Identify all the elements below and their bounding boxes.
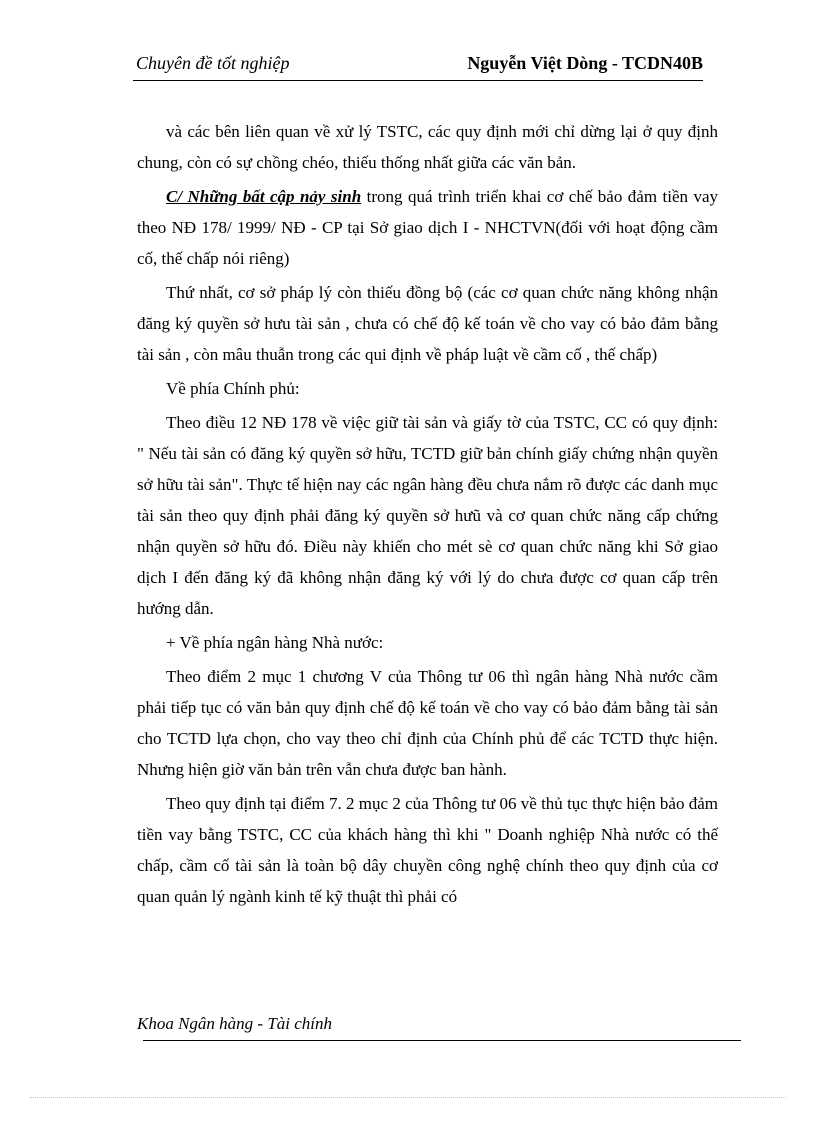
paragraph-government-label: Về phía Chính phủ:	[166, 379, 300, 398]
paragraph-decree-178: Theo điều 12 NĐ 178 về việc giữ tài sản và giấy tờ của TSTC, CC có quy định: " Nếu tài sản có đăng ký quyền sở hữu, TCTD giữ bản chính giấy chứng nhận quyền sở hữu tài sản". Thực tế hiện nay các ngân hàng đều chưa nắm rõ được các danh mục tài sản theo quy định phải đăng ký quyền sở hưũ và cơ quan chức năng cấp chứng nhận quyền sở hữu đó. Điều này khiến cho mét sè cơ quan chức năng khi Sở giao dịch I đến đăng ký đã không nhận đăng ký với lý do chưa được cơ quan cấp trên hướng dẫn.	[137, 413, 718, 618]
page-body	[137, 116, 718, 915]
footer-rule	[143, 1040, 741, 1041]
paragraph-circular-06-procedure: Theo quy định tại điểm 7. 2 mục 2 của Thông tư 06 về thủ tục thực hiện bảo đảm tiền vay bằng TSTC, CC của khách hàng thì khi " Doanh nghiệp Nhà nước có thế chấp, cầm cố tài sản là toàn bộ dây chuyền công nghệ chính theo quy định của cơ quan quản lý ngành kinh tế kỹ thuật thì phải có	[137, 794, 718, 906]
section-heading: C/ Những bất cập nảy sinh	[166, 187, 362, 206]
page-bottom-border	[30, 1097, 786, 1098]
header-rule	[133, 80, 703, 81]
header-document-type: Chuyên đề tốt nghiệp	[136, 53, 290, 73]
paragraph-first-point: Thứ nhất, cơ sở pháp lý còn thiếu đồng bộ (các cơ quan chức năng không nhận đăng ký quyền sở hưu tài sản , chưa có chế độ kế toán về cho vay có bảo đảm bằng tài sản , còn mâu thuẫn trong các qui định về pháp luật về cầm cố , thế chấp)	[137, 283, 718, 364]
paragraph-circular-06-accounting: Theo điểm 2 mục 1 chương V của Thông tư 06 thì ngân hàng Nhà nước cầm phải tiếp tục có văn bản quy định chế độ kế toán về cho vay có bảo đảm bằng tài sản cho TCTD lựa chọn, cho vay theo chỉ định của Chính phủ để các TCTD thực hiện. Nhưng hiện giờ văn bản trên vẫn chưa được ban hành.	[137, 667, 718, 779]
paragraph-continuation: và các bên liên quan về xử lý TSTC, các quy định mới chỉ dừng lại ở quy định chung, còn có sự chồng chéo, thiếu thống nhất giữa các văn bản.	[137, 122, 718, 172]
footer-faculty: Khoa Ngân hàng - Tài chính	[137, 1014, 333, 1033]
paragraph-state-bank-label: + Về phía ngân hàng Nhà nước:	[166, 633, 384, 652]
header-author: Nguyễn Việt Dòng - TCDN40B	[467, 53, 703, 73]
page-header	[133, 50, 703, 80]
section-heading-rest: trong quá trình triển khai cơ chế bảo đảm tiền vay theo NĐ 178/ 1999/ NĐ - CP tại Sở giao dịch I - NHCTVN(đối với hoạt động cầm cố, thế chấp nói riêng)	[137, 187, 718, 268]
paragraph-section-c	[137, 181, 718, 274]
